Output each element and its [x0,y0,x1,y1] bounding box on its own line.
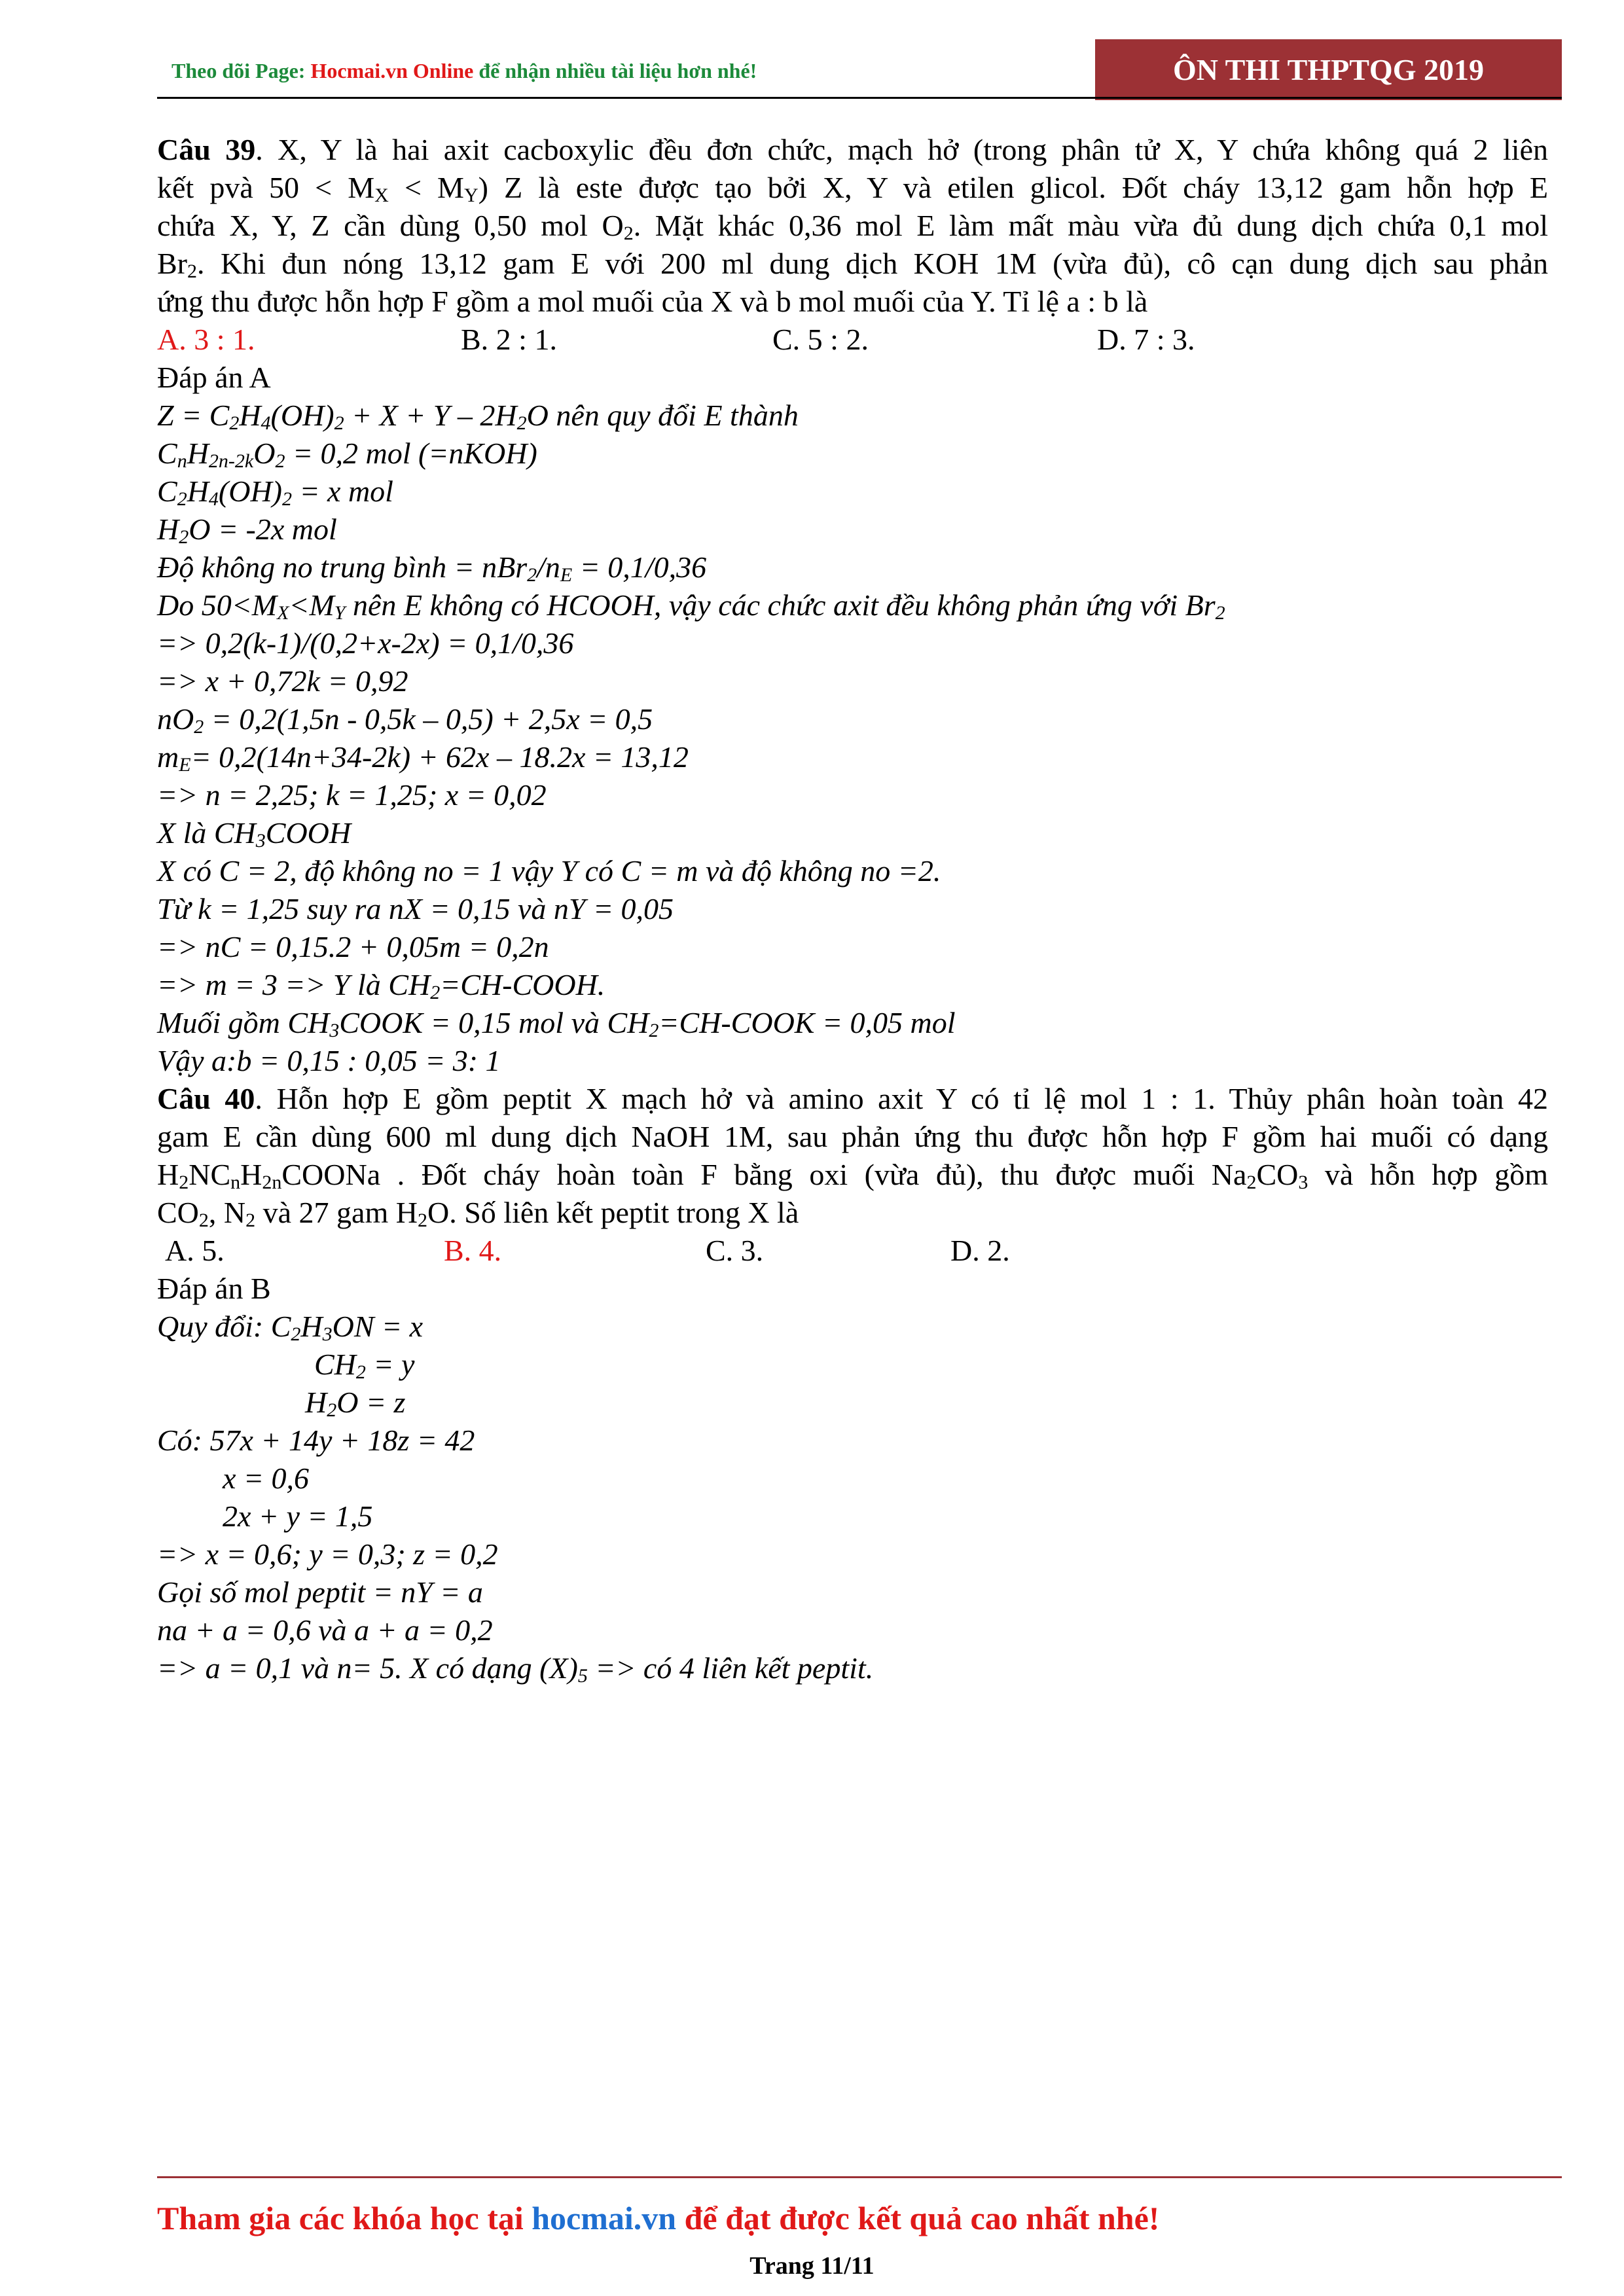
q39-text-2e: ) Z là este được tạo bởi X, Y và etilen glicol. Đốt cháy 13,12 gam hỗn hợp E [478,171,1548,204]
q39-text-4a: Br [157,247,187,280]
sol40-line-8: Gọi số mol peptit = nY = a [157,1575,483,1609]
sol39-line-8: => x + 0,72k = 0,92 [157,664,408,698]
header-prefix: Theo dõi Page: [171,59,311,82]
q40-3c: NC [189,1158,231,1191]
sol40-1b: 2 [291,1323,301,1345]
sol39-2d: 2n-2k [208,450,254,472]
sol39-line-15: => nC = 0,15.2 + 0,05m = 0,2n [157,930,549,963]
q40-3b: 2 [179,1172,189,1193]
q39-option-a: A. 3 : 1. [157,323,255,356]
sol39-5a: Độ không no trung bình = nBr [157,550,528,584]
q40-4g: O. Số liên kết peptit trong X là [427,1196,799,1229]
q39-text-3b: 2 [623,223,634,244]
sol39-line-1 [157,397,1548,435]
q39-options [157,321,1548,359]
q40-line-4 [157,1194,1548,1232]
q39-text-2d: Y [463,185,478,206]
sol39-12c: COOH [265,816,352,850]
sol39-17a: Muối gồm CH [157,1006,330,1039]
header-divider [157,97,1562,99]
sol39-10a: m [157,740,179,774]
q39-line-5 [157,283,1548,321]
q40-option-b: B. 4. [444,1234,502,1267]
q39-text-1: . X, Y là hai axit cacboxylic đều đơn chức, mạch hở (trong phân tử X, Y chứa không quá 2 liên [255,133,1548,166]
q40-text-2: gam E cần dùng 600 ml dung dịch NaOH 1M, sau phản ứng thu được hỗn hợp F gồm hai muối có dạng [157,1120,1548,1153]
sol39-2f: 2 [275,450,285,472]
sol40-3a: H [305,1386,327,1419]
q39-text-4b: 2 [187,260,197,282]
sol39-line-10 [157,738,1548,776]
q39-text-5: ứng thu được hỗn hợp F gồm a mol muối của X và b mol muối của Y. Tỉ lệ a : b là [157,285,1148,318]
sol39-17c: COOK = 0,15 mol và CH [339,1006,649,1039]
sol40-3b: 2 [327,1399,337,1421]
sol39-4b: 2 [179,526,189,548]
q39-text-2b: X [374,185,389,206]
sol39-line-14: Từ k = 1,25 suy ra nX = 0,15 và nY = 0,05 [157,892,674,925]
sol40-10b: 5 [577,1665,588,1687]
sol40-line-10 [157,1649,1548,1687]
sol39-17d: 2 [649,1020,659,1041]
header-suffix: để nhận nhiều tài liệu hơn nhé! [473,59,757,82]
sol39-line-12 [157,814,1548,852]
sol39-3g: = x mol [292,475,393,508]
sol39-4c: O = -2x mol [189,512,337,546]
sol39-6e: nên E không có HCOOH, vậy các chức axit đều không phản ứng với Br [345,588,1216,622]
sol39-9a: nO [157,702,194,736]
q39-option-d: D. 7 : 3. [1097,323,1195,356]
sol39-1c: H [239,399,261,432]
sol40-line-1 [157,1308,1548,1346]
q39-line-3 [157,207,1548,245]
sol39-line-11: => n = 2,25; k = 1,25; x = 0,02 [157,778,547,812]
sol40-line-3 [157,1384,1548,1422]
sol40-1e: ON = x [332,1310,424,1343]
q40-option-a: A. 5. [165,1234,225,1267]
q39-answer: Đáp án A [157,361,271,394]
sol40-line-5: x = 0,6 [223,1462,309,1495]
header-banner-text: ÔN THI THPTQG 2019 [1172,53,1484,86]
sol39-12b: 3 [255,830,266,852]
footer-prefix: Tham gia các khóa học tại [157,2200,532,2236]
sol39-1d: 4 [261,412,271,434]
q40-3e: H [240,1158,262,1191]
page-number: Trang 11/11 [749,2252,875,2280]
sol39-2a: C [157,437,177,470]
sol39-3a: C [157,475,177,508]
q40-label: Câu 40 [157,1082,255,1115]
sol39-1h: 2 [516,412,527,434]
q40-option-c: C. 3. [706,1234,764,1267]
q40-text-1: . Hỗn hợp E gồm peptit X mạch hở và amino axit Y có tỉ lệ mol 1 : 1. Thủy phân hoàn toàn 42 [255,1082,1548,1115]
header-brand-link[interactable]: Hocmai.vn Online [310,59,474,82]
sol39-1e: (OH) [270,399,334,432]
sol39-line-6 [157,586,1548,624]
sol39-9b: 2 [194,716,204,738]
sol39-5c: /n [537,550,560,584]
sol39-line-4 [157,511,1548,548]
footer-divider [157,2176,1562,2178]
sol39-6f: 2 [1215,602,1225,624]
q39-line-1 [157,131,1548,169]
sol40-1d: 3 [322,1323,333,1345]
sol40-line-2 [157,1346,1548,1384]
sol40-line-9: na + a = 0,6 và a + a = 0,2 [157,1613,493,1647]
header-banner [1095,39,1562,100]
sol39-line-9 [157,700,1548,738]
sol39-1f: 2 [334,412,344,434]
sol39-3d: 4 [208,488,219,510]
sol39-line-5 [157,548,1548,586]
q40-3a: H [157,1158,179,1191]
sol39-line-3 [157,473,1548,511]
sol40-3c: O = z [336,1386,406,1419]
sol40-10c: => có 4 liên kết peptit. [587,1651,874,1685]
q39-text-3c: . Mặt khác 0,36 mol E làm mất màu vừa đủ dung dịch chứa 0,1 mol [633,209,1548,242]
q40-3i: CO [1256,1158,1299,1191]
q39-option-c: C. 5 : 2. [772,323,869,356]
sol39-17b: 3 [329,1020,340,1041]
header-note [171,59,757,83]
sol39-9c: = 0,2(1,5n - 0,5k – 0,5) + 2,5x = 0,5 [204,702,653,736]
sol39-2g: = 0,2 mol (=nKOH) [285,437,537,470]
q39-text-2c: < M [388,171,464,204]
sol39-16b: 2 [430,982,441,1003]
q39-text-2a: kết pvà 50 < M [157,171,375,204]
q40-4b: 2 [198,1210,209,1231]
sol39-line-2 [157,435,1548,473]
footer-note [157,2199,1159,2237]
sol39-1a: Z = C [157,399,230,432]
q39-line-2 [157,169,1548,207]
q40-3k: và hỗn hợp gồm [1308,1158,1548,1191]
sol39-1b: 2 [229,412,240,434]
q40-line-2 [157,1118,1548,1156]
q39-option-b: B. 2 : 1. [461,323,557,356]
sol39-10b: E [179,754,191,776]
sol39-12a: X là CH [157,816,256,850]
sol39-1i: O nên quy đổi E thành [526,399,799,432]
sol40-2c: = y [365,1348,415,1381]
q39-text-4c: . Khi đun nóng 13,12 gam E với 200 ml dung dịch KOH 1M (vừa đủ), cô cạn dung dịch sau phản [197,247,1548,280]
q40-answer: Đáp án B [157,1272,271,1305]
q40-4d: 2 [245,1210,256,1231]
sol39-16c: =CH-COOH. [440,968,605,1001]
footer-suffix: để đạt được kết quả cao nhất nhé! [676,2200,1160,2236]
q40-option-d: D. 2. [950,1234,1010,1267]
sol39-2e: O [253,437,276,470]
sol39-line-18: Vậy a:b = 0,15 : 0,05 = 3: 1 [157,1044,501,1077]
sol40-1c: H [300,1310,323,1343]
sol39-6d: Y [334,602,346,624]
sol39-10c: = 0,2(14n+34-2k) + 62x – 18.2x = 13,12 [190,740,689,774]
sol40-line-6: 2x + y = 1,5 [223,1499,373,1533]
q40-line-3 [157,1156,1548,1194]
sol39-3e: (OH) [218,475,282,508]
q40-4e: và 27 gam H [255,1196,418,1229]
q39-label: Câu 39 [157,133,256,166]
q40-3g: COONa . Đốt cháy hoàn toàn F bằng oxi (vừa đủ), thu được muối Na [281,1158,1247,1191]
q40-4f: 2 [417,1210,427,1231]
sol39-2b: n [177,450,187,472]
sol40-line-7: => x = 0,6; y = 0,3; z = 0,2 [157,1537,498,1571]
sol39-6a: Do 50<M [157,588,278,622]
sol40-10a: => a = 0,1 và n= 5. X có dạng (X) [157,1651,578,1685]
sol39-3f: 2 [282,488,292,510]
sol39-6c: <M [289,588,334,622]
sol39-5e: = 0,1/0,36 [572,550,707,584]
q40-options [157,1232,1548,1270]
sol39-3b: 2 [177,488,187,510]
q39-line-4 [157,245,1548,283]
main-content [157,131,1548,1687]
sol39-line-16 [157,966,1548,1004]
footer-site-link[interactable]: hocmai.vn [532,2200,677,2236]
sol40-2a: CH [314,1348,356,1381]
sol39-16a: => m = 3 => Y là CH [157,968,431,1001]
q39-text-3a: chứa X, Y, Z cần dùng 0,50 mol O [157,209,624,242]
sol39-6b: X [277,602,289,624]
q40-3h: 2 [1246,1172,1257,1193]
q40-3j: 3 [1298,1172,1308,1193]
sol39-1g: + X + Y – 2H [344,399,517,432]
q40-4c: , N [208,1196,246,1229]
sol40-2b: 2 [355,1361,366,1383]
q40-line-1 [157,1080,1548,1118]
sol40-line-4: Có: 57x + 14y + 18z = 42 [157,1424,475,1457]
sol39-5b: 2 [527,564,537,586]
sol39-17e: =CH-COOK = 0,05 mol [659,1006,956,1039]
sol39-line-13: X có C = 2, độ không no = 1 vậy Y có C = m và độ không no =2. [157,854,941,888]
sol39-line-17 [157,1004,1548,1042]
sol39-3c: H [187,475,209,508]
sol40-1a: Quy đổi: C [157,1310,291,1343]
sol39-line-7: => 0,2(k-1)/(0,2+x-2x) = 0,1/0,36 [157,626,574,660]
q40-4a: CO [157,1196,199,1229]
sol39-2c: H [187,437,209,470]
q40-3d: n [230,1172,241,1193]
q40-3f: 2n [262,1172,282,1193]
sol39-5d: E [560,564,573,586]
sol39-4a: H [157,512,179,546]
